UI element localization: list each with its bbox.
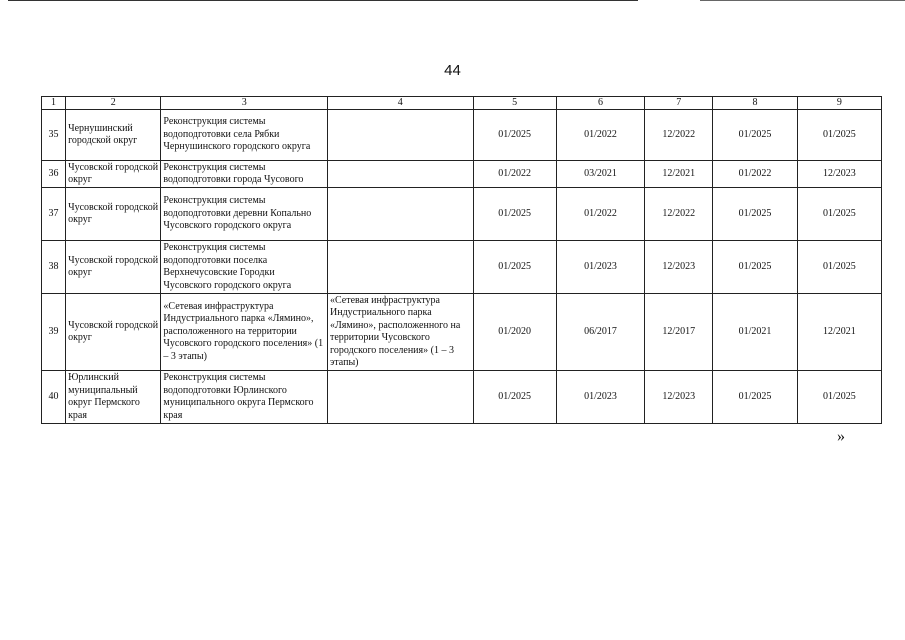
data-table xyxy=(41,96,882,424)
date-cell: 01/2022 xyxy=(556,110,644,161)
column-header: 3 xyxy=(161,97,328,110)
date-cell: 12/2023 xyxy=(797,161,881,188)
date-cell: 01/2021 xyxy=(713,294,797,371)
col4-cell xyxy=(328,188,474,241)
date-cell: 12/2021 xyxy=(645,161,713,188)
table-row xyxy=(42,294,882,371)
date-cell: 01/2025 xyxy=(713,110,797,161)
date-cell: 01/2025 xyxy=(713,188,797,241)
date-cell: 01/2025 xyxy=(797,241,881,294)
district-cell: Чернушинский городской округ xyxy=(66,110,161,161)
row-number: 40 xyxy=(42,371,66,424)
date-cell: 12/2022 xyxy=(645,188,713,241)
row-number: 35 xyxy=(42,110,66,161)
scan-edge-line-right xyxy=(700,0,905,1)
date-cell: 12/2021 xyxy=(797,294,881,371)
column-header: 8 xyxy=(713,97,797,110)
column-header: 4 xyxy=(328,97,474,110)
col4-cell xyxy=(328,241,474,294)
date-cell: 01/2022 xyxy=(713,161,797,188)
column-header: 5 xyxy=(473,97,556,110)
date-cell: 12/2023 xyxy=(645,371,713,424)
object-cell: Реконструкция системы водоподготовки деревни Копально Чусовского городского округа xyxy=(161,188,328,241)
row-number: 37 xyxy=(42,188,66,241)
date-cell: 01/2022 xyxy=(473,161,556,188)
col4-cell xyxy=(328,110,474,161)
district-cell: Чусовской городской округ xyxy=(66,188,161,241)
table-row xyxy=(42,241,882,294)
date-cell: 12/2022 xyxy=(645,110,713,161)
district-cell: Юрлинский муниципальный округ Пермского края xyxy=(66,371,161,424)
object-cell: Реконструкция системы водоподготовки Юрлинского муниципального округа Пермского края xyxy=(161,371,328,424)
column-header: 2 xyxy=(66,97,161,110)
date-cell: 01/2023 xyxy=(556,241,644,294)
object-cell: «Сетевая инфраструктура Индустриального парка «Лямино», расположенного на территории Чусовского городского поселения» (1 – 3 этапы) xyxy=(161,294,328,371)
row-number: 38 xyxy=(42,241,66,294)
col4-cell xyxy=(328,371,474,424)
table-row xyxy=(42,188,882,241)
table-row xyxy=(42,161,882,188)
date-cell: 01/2025 xyxy=(797,188,881,241)
date-cell: 06/2017 xyxy=(556,294,644,371)
column-header: 9 xyxy=(797,97,881,110)
col4-cell xyxy=(328,161,474,188)
date-cell: 01/2025 xyxy=(713,241,797,294)
object-cell: Реконструкция системы водоподготовки поселка Верхнечусовские Городки Чусовского городского округа xyxy=(161,241,328,294)
table-header-row xyxy=(42,97,882,110)
column-header: 7 xyxy=(645,97,713,110)
page-number: 44 xyxy=(444,62,461,79)
date-cell: 01/2022 xyxy=(556,188,644,241)
date-cell: 01/2020 xyxy=(473,294,556,371)
col4-cell: «Сетевая инфраструктура Индустриального парка «Лямино», расположенного на территории Чусовского городского поселения» (1 – 3 этапы) xyxy=(328,294,474,371)
closing-quote-mark: » xyxy=(837,428,845,445)
date-cell: 01/2025 xyxy=(713,371,797,424)
date-cell: 01/2023 xyxy=(556,371,644,424)
date-cell: 12/2023 xyxy=(645,241,713,294)
district-cell: Чусовской городской округ xyxy=(66,161,161,188)
object-cell: Реконструкция системы водоподготовки города Чусового xyxy=(161,161,328,188)
date-cell: 01/2025 xyxy=(473,371,556,424)
date-cell: 01/2025 xyxy=(797,110,881,161)
district-cell: Чусовской городской округ xyxy=(66,294,161,371)
district-cell: Чусовской городской округ xyxy=(66,241,161,294)
row-number: 36 xyxy=(42,161,66,188)
scan-edge-line xyxy=(8,0,638,1)
table-row xyxy=(42,371,882,424)
date-cell: 12/2017 xyxy=(645,294,713,371)
date-cell: 01/2025 xyxy=(473,188,556,241)
row-number: 39 xyxy=(42,294,66,371)
column-header: 1 xyxy=(42,97,66,110)
object-cell: Реконструкция системы водоподготовки села Рябки Чернушинского городского округа xyxy=(161,110,328,161)
date-cell: 01/2025 xyxy=(473,241,556,294)
date-cell: 01/2025 xyxy=(797,371,881,424)
date-cell: 01/2025 xyxy=(473,110,556,161)
column-header: 6 xyxy=(556,97,644,110)
table-row xyxy=(42,110,882,161)
date-cell: 03/2021 xyxy=(556,161,644,188)
